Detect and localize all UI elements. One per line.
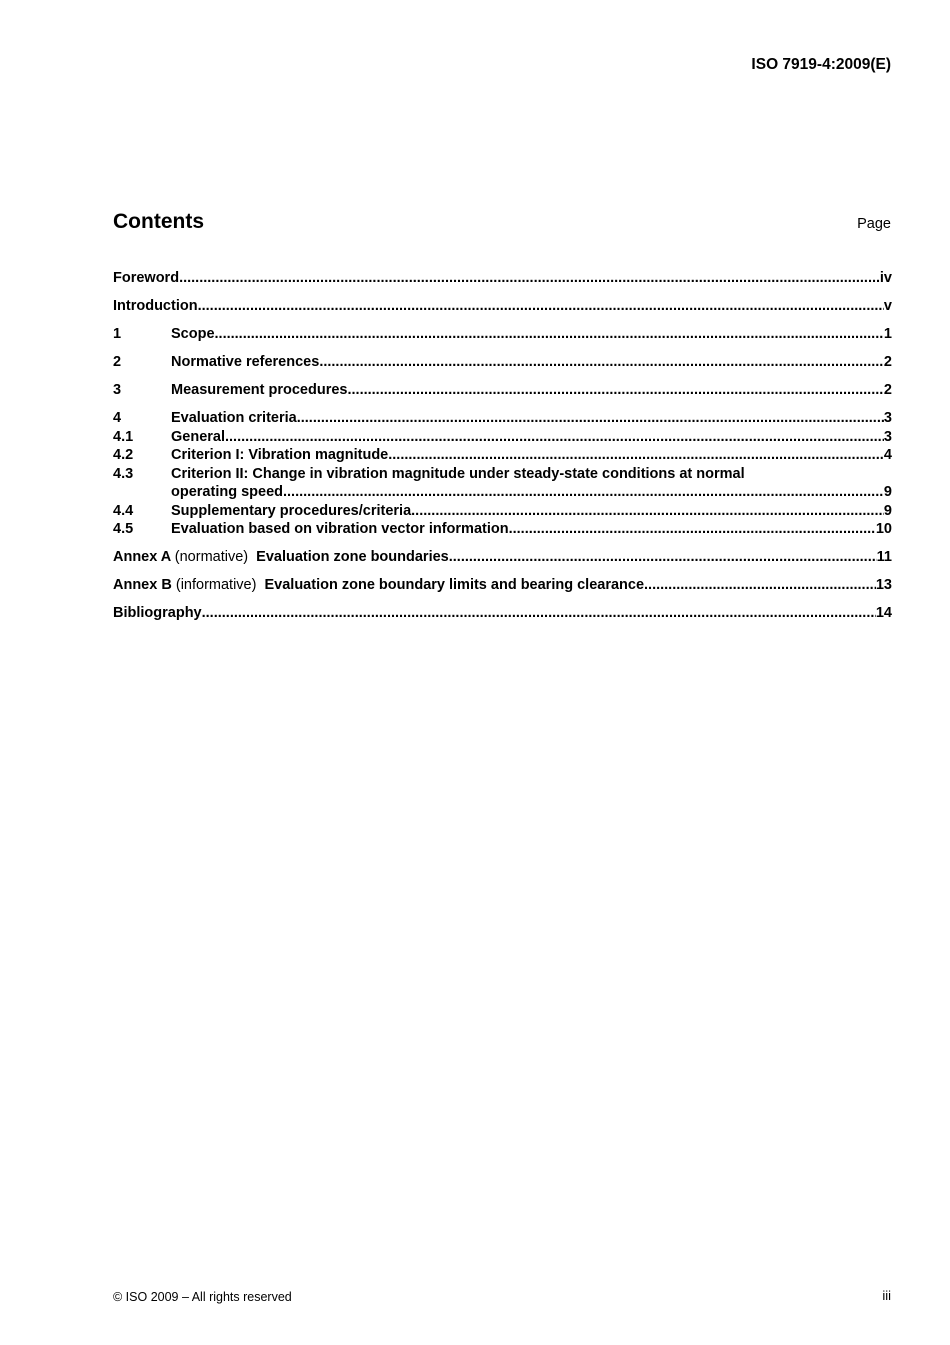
annex-title: Evaluation zone boundaries [256,549,449,565]
copyright-notice: © ISO 2009 – All rights reserved [113,1290,292,1304]
toc-entry-normative-references[interactable] [113,353,892,372]
toc-number: 3 [113,382,122,398]
toc-page: 1 [883,326,892,342]
toc-label: Criterion II: Change in vibration magnitude under steady-state conditions at normal [171,465,745,482]
toc-entry-measurement-procedures[interactable] [113,381,892,400]
toc-page: iv [879,270,892,286]
toc-entry-criterion-ii-line1[interactable] [113,465,892,484]
annex-prefix: Annex B [113,577,172,593]
toc-page: 9 [883,502,892,519]
toc-leader [198,297,884,316]
table-of-contents [113,269,892,623]
toc-label: Scope [171,326,215,342]
toc-number: 2 [113,354,122,370]
annex-prefix: Annex A [113,549,171,565]
toc-page: v [883,298,892,314]
toc-page: 14 [875,605,892,621]
toc-number: 1 [113,326,122,342]
toc-entry-annex-b[interactable] [113,576,892,595]
toc-number: 4.3 [113,465,134,482]
toc-entry-annex-a[interactable] [113,548,892,567]
page-number: iii [882,1288,891,1303]
annex-title: Evaluation zone boundary limits and bearing clearance [264,577,645,593]
toc-label [113,576,644,595]
contents-title: Contents [113,210,204,233]
toc-leader [225,428,884,447]
toc-leader [411,502,884,521]
toc-leader [347,381,883,400]
toc-entry-evaluation-criteria[interactable] [113,409,892,428]
toc-page: 3 [883,428,892,445]
toc-leader [283,483,884,502]
annex-type: (normative) [174,549,249,565]
document-id: ISO 7919-4:2009(E) [751,56,891,73]
toc-entry-criterion-ii-line2[interactable] [113,483,892,502]
toc-leader [644,576,876,595]
toc-page: 10 [875,521,892,537]
toc-label: Bibliography [113,605,202,621]
toc-label: Evaluation based on vibration vector information [171,521,509,537]
toc-page: 2 [883,354,892,370]
toc-leader [388,446,884,465]
toc-number: 4.4 [113,502,134,519]
toc-leader [449,548,877,567]
toc-label: Evaluation criteria [171,410,297,426]
toc-page: 13 [875,577,892,593]
toc-entry-introduction[interactable] [113,297,892,316]
toc-label: Normative references [171,354,320,370]
toc-entry-general[interactable] [113,428,892,447]
toc-label: Measurement procedures [171,382,348,398]
toc-leader [179,269,880,288]
toc-number: 4 [113,410,122,426]
toc-entry-vector-information[interactable] [113,520,892,539]
page-column-label: Page [857,216,891,232]
toc-leader [202,604,876,623]
annex-type: (informative) [175,577,257,593]
toc-page: 11 [876,549,892,565]
toc-label: operating speed [171,484,283,500]
toc-leader [509,520,876,539]
toc-label [113,548,449,567]
toc-label: Introduction [113,298,198,314]
toc-entry-foreword[interactable] [113,269,892,288]
toc-entry-supplementary-procedures[interactable] [113,502,892,521]
toc-page: 3 [883,410,892,426]
toc-label: General [171,428,225,445]
toc-label: Criterion I: Vibration magnitude [171,447,389,463]
toc-page: 9 [883,484,892,500]
toc-number: 4.1 [113,428,134,445]
toc-page: 4 [883,447,892,463]
toc-entry-scope[interactable] [113,325,892,344]
toc-page: 2 [883,382,892,398]
toc-leader [319,353,884,372]
toc-label: Foreword [113,270,180,286]
toc-entry-criterion-i[interactable] [113,446,892,465]
toc-label: Supplementary procedures/criteria [171,502,412,519]
toc-entry-bibliography[interactable] [113,604,892,623]
toc-leader [297,409,884,428]
toc-leader [215,325,884,344]
toc-number: 4.2 [113,447,134,463]
toc-number: 4.5 [113,521,134,537]
